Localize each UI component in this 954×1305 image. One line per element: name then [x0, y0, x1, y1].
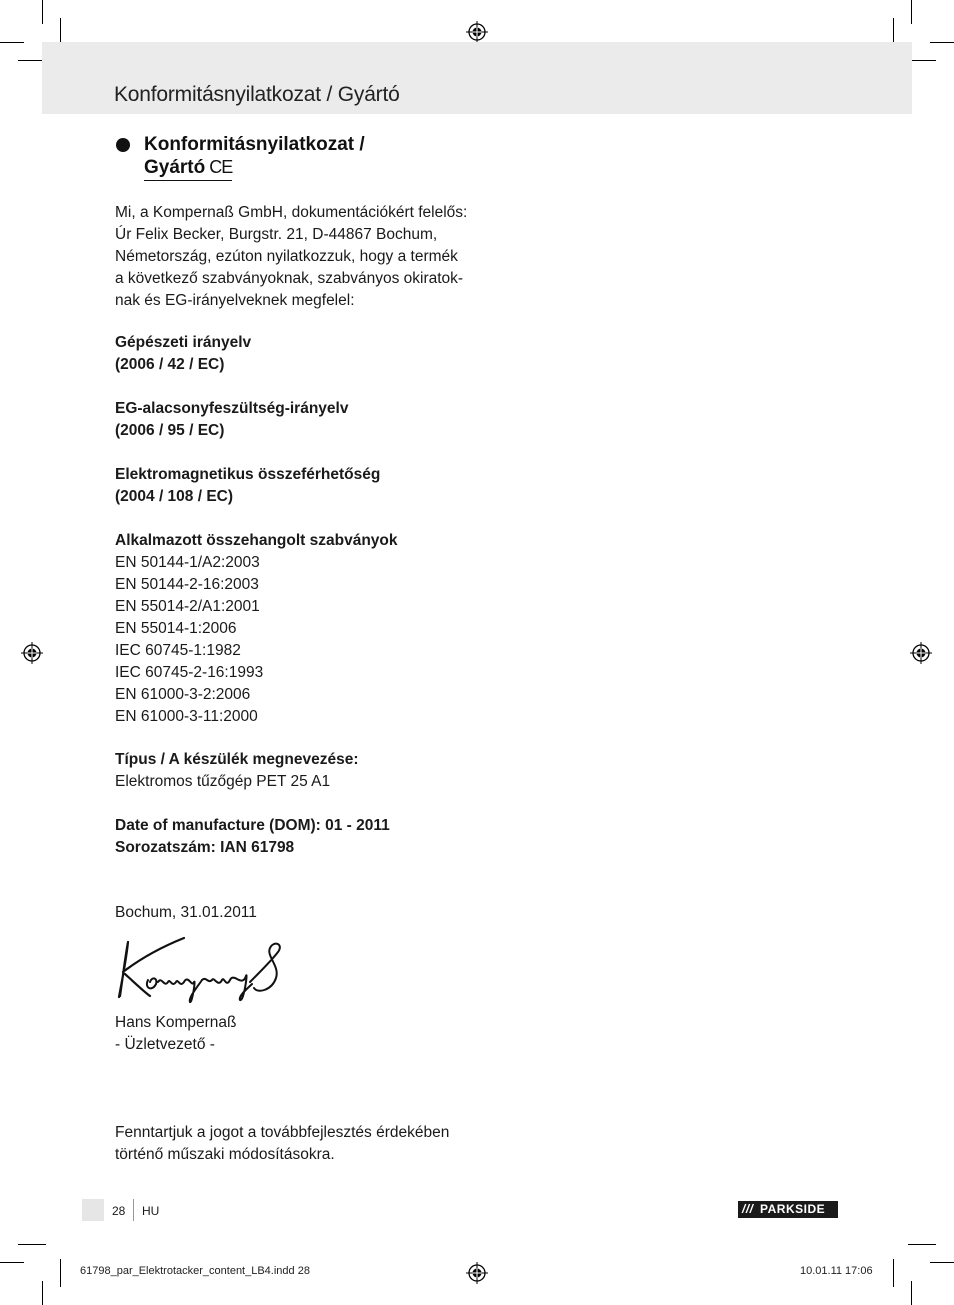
- manufacture-date: Date of manufacture (DOM): 01 - 2011: [115, 817, 390, 834]
- intro-line: Úr Felix Becker, Burgstr. 21, D-44867 Bochum,: [115, 226, 438, 243]
- standard-item: IEC 60745-2-16:1993: [115, 664, 264, 681]
- intro-line: a következő szabványoknak, szabványos okiratok-: [115, 270, 464, 287]
- section-title-line2-wrap: [144, 156, 232, 181]
- standards-list: [115, 530, 475, 728]
- note-line: történő műszaki módosításokra.: [115, 1146, 335, 1163]
- ce-mark-icon: CE: [209, 157, 233, 177]
- directive-name: Gépészeti irányelv: [115, 334, 252, 351]
- language-code: HU: [142, 1204, 160, 1218]
- directive-emc: [115, 464, 475, 508]
- standard-item: IEC 60745-1:1982: [115, 642, 241, 659]
- brand-slashes: ///: [742, 1202, 754, 1216]
- brand-name: PARKSIDE: [760, 1202, 826, 1216]
- registration-mark-icon: [466, 21, 488, 43]
- standard-item: EN 61000-3-2:2006: [115, 686, 251, 703]
- signatory-role: - Üzletvezető -: [115, 1036, 215, 1053]
- slug-datetime: 10.01.11 17:06: [800, 1265, 873, 1277]
- section-title-line1: Konformitásnyilatkozat /: [144, 134, 365, 155]
- standard-item: EN 50144-1/A2:2003: [115, 554, 260, 571]
- page-title: Konformitásnyilatkozat / Gyártó: [114, 83, 400, 106]
- directive-low-voltage: [115, 398, 475, 442]
- signatory: [115, 1012, 475, 1056]
- directive-code: (2006 / 42 / EC): [115, 356, 225, 373]
- registration-mark-icon: [21, 642, 43, 664]
- device-type-heading: Típus / A készülék megnevezése:: [115, 751, 359, 768]
- page-number: 28: [112, 1204, 126, 1218]
- standards-heading: Alkalmazott összehangolt szabványok: [115, 532, 398, 549]
- standard-item: EN 50144-2-16:2003: [115, 576, 259, 593]
- directive-code: (2006 / 95 / EC): [115, 422, 225, 439]
- registration-mark-icon: [910, 642, 932, 664]
- intro-line: Mi, a Kompernaß GmbH, dokumentációkért felelős:: [115, 204, 468, 221]
- place-date: Bochum, 31.01.2011: [115, 904, 257, 921]
- note-line: Fenntartjuk a jogot a továbbfejlesztés érdekében: [115, 1124, 450, 1141]
- directive-code: (2004 / 108 / EC): [115, 488, 234, 505]
- section-title: [144, 133, 444, 181]
- intro-line: Németország, ezúton nyilatkozzuk, hogy a termék: [115, 248, 458, 265]
- signature-image: [114, 932, 286, 1004]
- registration-mark-icon: [466, 1262, 488, 1284]
- manufacture-info: [115, 815, 475, 859]
- footer-divider: [133, 1199, 134, 1221]
- serial-number: Sorozatszám: IAN 61798: [115, 839, 295, 856]
- signatory-name: Hans Kompernaß: [115, 1014, 237, 1031]
- intro-line: nak és EG-irányelveknek megfelel:: [115, 292, 355, 309]
- modification-note: [115, 1122, 475, 1166]
- page-number-box: [82, 1199, 104, 1221]
- intro-paragraph: [115, 202, 475, 312]
- section-title-line2: Gyártó: [144, 157, 206, 178]
- bullet-icon: [116, 138, 130, 152]
- brand-logo: [738, 1201, 838, 1218]
- device-type: [115, 749, 475, 793]
- standard-item: EN 55014-2/A1:2001: [115, 598, 260, 615]
- slug-filename: 61798_par_Elektrotacker_content_LB4.indd 28: [80, 1265, 310, 1277]
- standard-item: EN 55014-1:2006: [115, 620, 237, 637]
- directive-name: Elektromagnetikus összeférhetőség: [115, 466, 381, 483]
- device-type-value: Elektromos tűzőgép PET 25 A1: [115, 773, 331, 790]
- standard-item: EN 61000-3-11:2000: [115, 708, 258, 725]
- directive-name: EG-alacsonyfeszültség-irányelv: [115, 400, 349, 417]
- directive-machinery: [115, 332, 475, 376]
